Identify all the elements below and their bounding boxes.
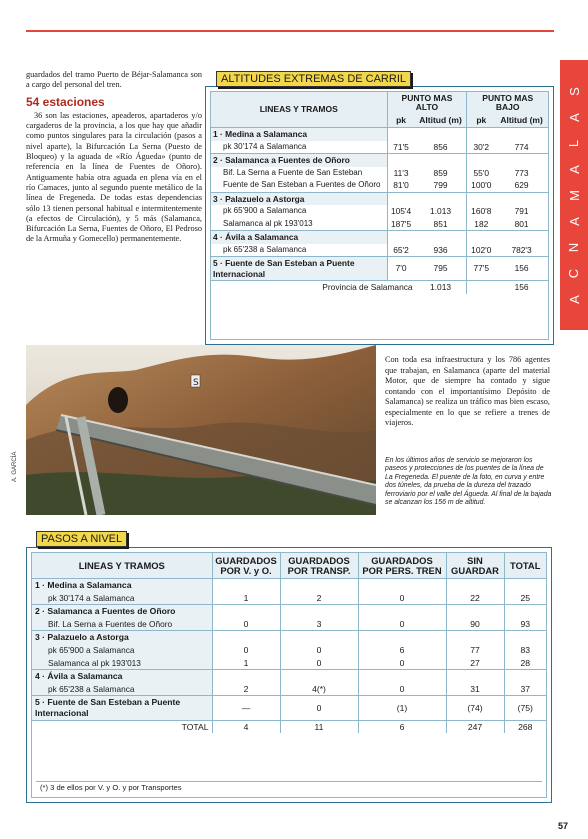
- pasos-cell-sin-guardar: [446, 631, 504, 644]
- altitudes-cell-pk-high: 71'5: [387, 141, 415, 154]
- pasos-cell-sin-guardar: 31: [446, 683, 504, 696]
- pasos-cell-transp: 0: [280, 657, 358, 670]
- pasos-cell-transp: [280, 579, 358, 592]
- altitudes-cell-alt-high: 795: [415, 257, 467, 281]
- pasos-row: [32, 605, 546, 618]
- altitudes-cell-alt-high: [415, 192, 467, 205]
- altitudes-row: [211, 205, 548, 218]
- altitudes-cell-pk-high: 105'4: [387, 205, 415, 218]
- pasos-row: [32, 618, 546, 631]
- pasos-row: [32, 683, 546, 696]
- side-tab-letter: S: [566, 86, 582, 96]
- altitudes-cell-pk-high: [387, 192, 415, 205]
- pasos-cell-transp: 0: [280, 696, 358, 720]
- altitudes-row: [211, 179, 548, 192]
- pasos-cell-total: (75): [504, 696, 546, 720]
- altitudes-cell-alt-high: 799: [433, 180, 448, 190]
- pasos-cell-pers-tren: 0: [358, 592, 446, 605]
- pasos-cell-vyo: 1: [212, 592, 280, 605]
- altitudes-cell-pk-low: 77'5: [467, 257, 495, 281]
- pasos-cell-total: 83: [504, 644, 546, 657]
- pasos-row: [32, 579, 546, 592]
- side-tab-letter: A: [566, 112, 582, 122]
- pasos-header-total: TOTAL: [504, 553, 546, 579]
- altitudes-row: [211, 257, 548, 281]
- altitudes-row: [211, 218, 548, 231]
- altitudes-cell-alt-low: [495, 231, 548, 244]
- pasos-cell-transp: 4(*): [280, 683, 358, 696]
- pasos-cell-vyo: [212, 605, 280, 618]
- pasos-table: [32, 553, 546, 733]
- altitudes-header-pk-high: pk: [387, 114, 415, 128]
- altitudes-row: [211, 231, 548, 244]
- bridge-photo-illustration: [26, 345, 376, 515]
- pasos-cell-vyo: 1: [212, 657, 280, 670]
- altitudes-header-low: PUNTO MAS BAJO: [467, 92, 548, 114]
- pasos-header-transp: GUARDADOS POR TRANSP.: [280, 553, 358, 579]
- altitudes-row-label: pk 30'174 a Salamanca: [223, 141, 307, 151]
- photo-credit: A. GARCÍA: [12, 451, 18, 482]
- pasos-cell-total: [504, 631, 546, 644]
- altitudes-cell-alt-high: 859: [433, 167, 448, 178]
- pasos-banner: PASOS A NIVEL: [36, 531, 127, 547]
- altitudes-cell-pk-high: 65'2: [387, 244, 415, 257]
- altitudes-cell-pk-low: [467, 128, 495, 141]
- altitudes-row: [211, 128, 548, 141]
- pasos-cell-total: [504, 579, 546, 592]
- pasos-cell-pers-tren: [358, 579, 446, 592]
- altitudes-cell-pk-low: 30'2: [467, 141, 495, 154]
- altitudes-cell-pk-low: [467, 231, 495, 244]
- altitudes-cell-pk-high: [387, 231, 415, 244]
- pasos-cell-pers-tren: 6: [358, 644, 446, 657]
- altitudes-banner: ALTITUDES EXTREMAS DE CARRIL: [216, 71, 411, 87]
- altitudes-province-empty: [467, 281, 495, 294]
- pasos-total-total: 268: [504, 720, 546, 733]
- altitudes-province-alt-low: 156: [495, 281, 548, 294]
- altitudes-cell-pk-low: [467, 154, 495, 167]
- altitudes-cell-alt-low: 774: [514, 141, 529, 152]
- altitudes-header-high: PUNTO MAS ALTO: [387, 92, 467, 114]
- pasos-cell-vyo: —: [212, 696, 280, 720]
- pasos-cell-total: 93: [504, 618, 546, 631]
- side-tab-letter: N: [566, 242, 582, 252]
- pasos-row: [32, 657, 546, 670]
- pasos-header-sin-guardar: SIN GUARDAR: [446, 553, 504, 579]
- altitudes-cell-pk-low: [467, 192, 495, 205]
- pasos-table-frame: [31, 552, 547, 798]
- altitudes-row: [211, 141, 548, 154]
- altitudes-row: [211, 167, 548, 180]
- bridge-photo: [26, 345, 376, 515]
- altitudes-province-alt-high: 1.013: [415, 281, 467, 294]
- pasos-cell-pers-tren: 0: [358, 657, 446, 670]
- altitudes-cell-pk-high: [387, 154, 415, 167]
- altitudes-header-lines: LINEAS Y TRAMOS: [211, 92, 387, 128]
- altitudes-cell-alt-low: 801: [514, 218, 529, 229]
- page-number: 57: [557, 821, 568, 831]
- pasos-cell-total: 37: [504, 683, 546, 696]
- side-tab-province: [560, 60, 588, 330]
- altitudes-cell-pk-high: 11'3: [387, 167, 415, 180]
- pasos-row: [32, 670, 546, 683]
- altitudes-cell-alt-high: [415, 128, 467, 141]
- altitudes-row: [211, 192, 548, 205]
- altitudes-cell-pk-low: 102'0: [467, 244, 495, 257]
- altitudes-cell-alt-low: [495, 128, 548, 141]
- altitudes-cell-alt-high: [415, 231, 467, 244]
- section-heading-estaciones: 54 estaciones: [26, 94, 105, 109]
- pasos-cell-sin-guardar: [446, 579, 504, 592]
- pasos-row-label: pk 65'238 a Salamanca: [32, 683, 212, 696]
- altitudes-cell-alt-low: 782'3: [511, 244, 532, 255]
- side-tab-letter: A: [566, 294, 582, 304]
- altitudes-row-label: pk 65'900 a Salamanca: [223, 206, 307, 215]
- pasos-table-box: [26, 547, 552, 803]
- pasos-cell-sin-guardar: 27: [446, 657, 504, 670]
- intro-column: [26, 70, 202, 249]
- side-tab-letter: A: [566, 164, 582, 174]
- svg-text:S: S: [193, 378, 199, 388]
- altitudes-table-frame: [210, 91, 549, 340]
- altitudes-header-alt-high: Altitud (m): [415, 114, 467, 128]
- photo-caption: En los últimos años de servicio se mejoraron los paseos y protecciones de los puentes de la línea de La Fregeneda. El puente de la foto, en curva y entre dos túneles, da prueba de la dureza del trazado ferroviario por el valle del Águeda. Al final de la bajada se alcanzan los 156 m de altitud.: [385, 457, 552, 507]
- altitudes-row-label: 5 · Fuente de San Esteban a Puente Internacional: [211, 257, 387, 281]
- pasos-header-pers-tren: GUARDADOS POR PERS. TREN: [358, 553, 446, 579]
- altitudes-cell-alt-low: [495, 154, 548, 167]
- pasos-total-row: [32, 720, 546, 733]
- pasos-row-label: 2 · Salamanca a Fuentes de Oñoro: [32, 605, 212, 618]
- altitudes-row-label: 2 · Salamanca a Fuentes de Oñoro: [211, 154, 387, 167]
- pasos-cell-sin-guardar: 77: [446, 644, 504, 657]
- pasos-footnote: (*) 3 de ellos por V. y O. y por Transportes: [36, 781, 542, 793]
- intro-paragraph-2: 36 son las estaciones, apeaderos, apartaderos y/o cargaderos de la provincia, a los que hay que añadir como puntos singulares para la circulación (pasos a nivel aparte), la Bifurcación La Serna (Puesto de Bloqueo) y la aguada de «Río Águeda» (punto de referencia en la línea de Fuentes de Oñoro). Antiguamente había otra aguada en plena vía en el río Camaces, junto al segundo puente metálico de la línea de Fregeneda. De todas estas dependencias sólo 13 tienen personal habitual e intermitentemente (a efectos de Circulación), y 5 más (Salamanca, Bifurcación La Serna, Fuentes de Oñoro, El Pedroso de la Armuña y Gomecello) permanentemente.: [26, 110, 202, 244]
- pasos-cell-pers-tren: 0: [358, 618, 446, 631]
- pasos-cell-sin-guardar: 90: [446, 618, 504, 631]
- altitudes-cell-alt-low: 156: [495, 257, 548, 281]
- pasos-row-label: 4 · Ávila a Salamanca: [32, 670, 212, 683]
- pasos-cell-total: [504, 670, 546, 683]
- pasos-cell-transp: [280, 605, 358, 618]
- pasos-total-label: TOTAL: [32, 720, 212, 733]
- pasos-row-label: Salamanca al pk 193'013: [32, 657, 212, 670]
- pasos-total-transp: 11: [280, 720, 358, 733]
- altitudes-cell-pk-high: 187'5: [387, 218, 415, 231]
- side-tab-letter: M: [566, 189, 582, 201]
- pasos-cell-pers-tren: [358, 605, 446, 618]
- altitudes-cell-pk-high: 7'0: [387, 257, 415, 281]
- side-tab-letter: L: [566, 139, 582, 147]
- altitudes-cell-alt-high: 1.013: [430, 206, 452, 216]
- altitudes-cell-alt-high: 936: [433, 244, 448, 255]
- altitudes-cell-alt-low: [495, 192, 548, 205]
- pasos-cell-vyo: 0: [212, 618, 280, 631]
- pasos-cell-pers-tren: 0: [358, 683, 446, 696]
- pasos-cell-transp: 3: [280, 618, 358, 631]
- pasos-cell-vyo: [212, 631, 280, 644]
- altitudes-header-alt-low: Altitud (m): [495, 114, 548, 128]
- pasos-cell-sin-guardar: (74): [446, 696, 504, 720]
- altitudes-cell-alt-low: 773: [514, 167, 529, 178]
- altitudes-cell-pk-low: 55'0: [467, 167, 495, 180]
- altitudes-cell-alt-high: [415, 154, 467, 167]
- pasos-cell-pers-tren: [358, 631, 446, 644]
- pasos-row-label: pk 65'900 a Salamanca: [32, 644, 212, 657]
- altitudes-row: [211, 154, 548, 167]
- pasos-cell-vyo: 2: [212, 683, 280, 696]
- pasos-cell-pers-tren: (1): [358, 696, 446, 720]
- top-rule: [26, 30, 554, 32]
- pasos-row-label: pk 30'174 a Salamanca: [32, 592, 212, 605]
- pasos-total-vyo: 4: [212, 720, 280, 733]
- altitudes-cell-alt-high: 856: [433, 141, 448, 152]
- pasos-cell-pers-tren: [358, 670, 446, 683]
- pasos-row-label: 3 · Palazuelo a Astorga: [32, 631, 212, 644]
- altitudes-row-label: Bif. La Serna a Fuente de San Esteban: [223, 167, 363, 177]
- pasos-cell-transp: 2: [280, 592, 358, 605]
- pasos-cell-transp: 0: [280, 644, 358, 657]
- pasos-cell-total: 25: [504, 592, 546, 605]
- altitudes-header-pk-low: pk: [467, 114, 495, 128]
- altitudes-cell-pk-low: 182: [467, 218, 495, 231]
- pasos-row: [32, 592, 546, 605]
- altitudes-row-label: Fuente de San Esteban a Fuentes de Oñoro: [223, 180, 381, 189]
- altitudes-table: [211, 92, 548, 294]
- altitudes-row-label: 4 · Ávila a Salamanca: [211, 231, 387, 244]
- pasos-row: [32, 631, 546, 644]
- altitudes-cell-pk-low: 160'8: [467, 205, 495, 218]
- altitudes-cell-alt-low: 629: [514, 180, 529, 190]
- pasos-total-sin-guardar: 247: [446, 720, 504, 733]
- pasos-cell-vyo: [212, 579, 280, 592]
- pasos-row-label: Bif. La Serna a Fuentes de Oñoro: [32, 618, 212, 631]
- altitudes-row: [211, 244, 548, 257]
- altitudes-row-label: pk 65'238 a Salamanca: [223, 244, 307, 254]
- right-column-text: Con toda esa infraestructura y los 786 agentes que trabajan, en Salamanca (aparte del material Motor, que de siempre ha contado y sigue contando con el importantísimo Depósito de Salamanca) se realiza un tráfico mas bien escaso, especialmente en lo que se refiere a trenes de viajeros.: [385, 355, 550, 427]
- pasos-cell-transp: [280, 631, 358, 644]
- altitudes-cell-pk-high: [387, 128, 415, 141]
- altitudes-province-label: Provincia de Salamanca: [211, 281, 415, 294]
- pasos-cell-vyo: 0: [212, 644, 280, 657]
- pasos-cell-vyo: [212, 670, 280, 683]
- pasos-cell-sin-guardar: 22: [446, 592, 504, 605]
- altitudes-row-label: 3 · Palazuelo a Astorga: [211, 192, 387, 205]
- altitudes-cell-alt-low: 791: [514, 206, 529, 216]
- altitudes-cell-pk-high: 81'0: [387, 179, 415, 192]
- pasos-row-label: 1 · Medina a Salamanca: [32, 579, 212, 592]
- pasos-row: [32, 644, 546, 657]
- pasos-row-label: 5 · Fuente de San Esteban a Puente Internacional: [32, 696, 212, 720]
- altitudes-province-row: [211, 281, 548, 294]
- pasos-cell-total: 28: [504, 657, 546, 670]
- side-tab-letter: C: [566, 268, 582, 278]
- intro-paragraph-1: guardados del tramo Puerto de Béjar-Salamanca son a cargo del personal del tren.: [26, 70, 202, 90]
- altitudes-row-label: Salamanca al pk 193'013: [223, 218, 313, 228]
- pasos-cell-sin-guardar: [446, 670, 504, 683]
- altitudes-row-label: 1 · Medina a Salamanca: [211, 128, 387, 141]
- altitudes-cell-pk-low: 100'0: [467, 179, 495, 192]
- pasos-row: [32, 696, 546, 720]
- pasos-cell-transp: [280, 670, 358, 683]
- pasos-header-lines: LINEAS Y TRAMOS: [32, 553, 212, 579]
- pasos-cell-sin-guardar: [446, 605, 504, 618]
- pasos-header-vyo: GUARDADOS POR V. y O.: [212, 553, 280, 579]
- altitudes-cell-alt-high: 851: [433, 218, 448, 229]
- side-tab-letter: A: [566, 216, 582, 226]
- pasos-total-pers-tren: 6: [358, 720, 446, 733]
- altitudes-table-box: [205, 86, 554, 345]
- pasos-cell-total: [504, 605, 546, 618]
